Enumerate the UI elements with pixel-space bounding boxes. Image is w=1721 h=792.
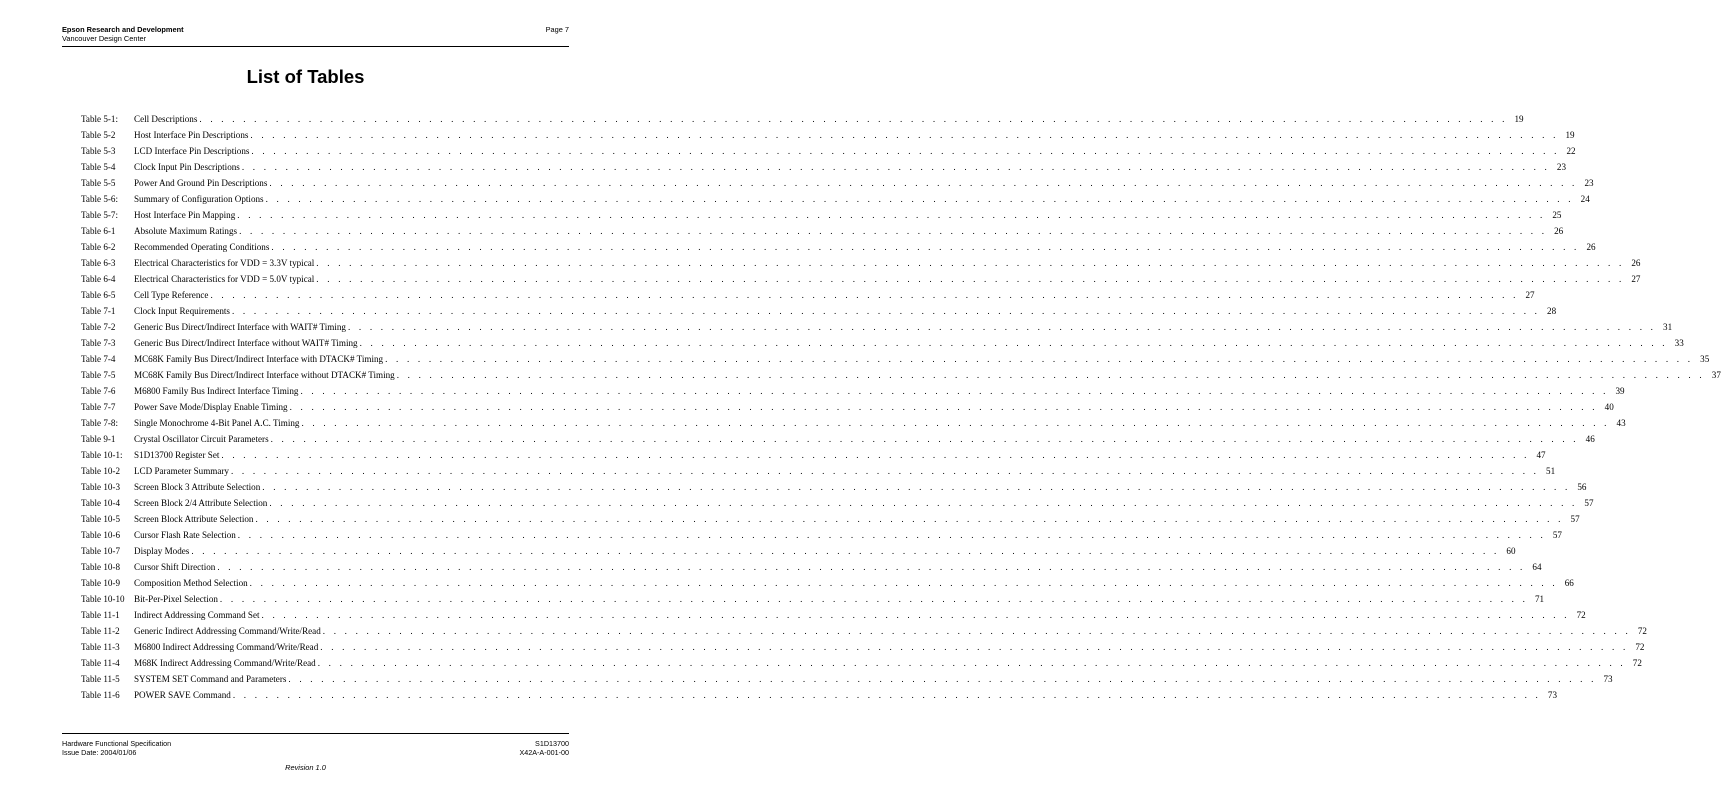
toc-entry-page: 27 bbox=[1631, 274, 1641, 284]
toc-entry-label: Table 10-7 bbox=[81, 546, 121, 556]
toc-entry-page: 19 bbox=[1514, 114, 1524, 124]
toc-entry-page: 72 bbox=[1632, 658, 1642, 668]
dot-leader: . . . . . . . . . . . . . . . . . . . . . . . . . . . . . . . . . . . . . . . . . . . . . . . . . . . . . . . . . . . . . . . . . . . . . . . . . . . . . . . . . . . . . . . . . . . . . . . . . . . . . . . . . . . . . . . . . . . . . . . . bbox=[262, 482, 1571, 492]
toc-entry-title: Generic Bus Direct/Indirect Interface with WAIT# Timing bbox=[134, 322, 346, 332]
page-number: Page 7 bbox=[545, 25, 569, 34]
toc-entry-label: Table 11-3 bbox=[81, 642, 120, 652]
dot-leader: . . . . . . . . . . . . . . . . . . . . . . . . . . . . . . . . . . . . . . . . . . . . . . . . . . . . . . . . . . . . . . . . . . . . . . . . . . . . . . . . . . . . . . . . . . . . . . . . . . . . . . . . . . . . . . . . . . . . . . . . bbox=[265, 194, 1574, 204]
dot-leader: . . . . . . . . . . . . . . . . . . . . . . . . . . . . . . . . . . . . . . . . . . . . . . . . . . . . . . . . . . . . . . . . . . . . . . . . . . . . . . . . . . . . . . . . . . . . . . . . . . . . . . . . . . . . . . . . . . . . . . . . bbox=[385, 354, 1694, 364]
toc-entry[interactable] bbox=[81, 415, 1626, 431]
toc-entry[interactable] bbox=[81, 495, 1594, 511]
toc-entry[interactable] bbox=[81, 639, 1645, 655]
toc-entry-label: Table 10-2 bbox=[81, 466, 121, 476]
toc-entry-page: 40 bbox=[1604, 402, 1614, 412]
toc-entry[interactable] bbox=[81, 319, 1673, 335]
toc-entry-title: Clock Input Requirements bbox=[134, 306, 230, 316]
toc-entry-title: Electrical Characteristics for VDD = 5.0V typical bbox=[134, 274, 315, 284]
toc-entry[interactable] bbox=[81, 463, 1556, 479]
toc-entry-label: Table 6-4 bbox=[81, 274, 116, 284]
toc-entry-label: Table 11-4 bbox=[81, 658, 120, 668]
dot-leader: . . . . . . . . . . . . . . . . . . . . . . . . . . . . . . . . . . . . . . . . . . . . . . . . . . . . . . . . . . . . . . . . . . . . . . . . . . . . . . . . . . . . . . . . . . . . . . . . . . . . . . . . . . . . . . . . . . . . . . . . bbox=[289, 402, 1598, 412]
toc-entry[interactable] bbox=[81, 335, 1684, 351]
dot-leader: . . . . . . . . . . . . . . . . . . . . . . . . . . . . . . . . . . . . . . . . . . . . . . . . . . . . . . . . . . . . . . . . . . . . . . . . . . . . . . . . . . . . . . . . . . . . . . . . . . . . . . . . . . . . . . . . . . . . . . . . bbox=[347, 322, 1657, 332]
toc-entry-label: Table 10-4 bbox=[81, 498, 121, 508]
toc-entry[interactable] bbox=[81, 591, 1545, 607]
toc-entry-label: Table 7-1 bbox=[81, 306, 116, 316]
toc-entry-title: S1D13700 Register Set bbox=[134, 450, 220, 460]
toc-entry[interactable] bbox=[81, 191, 1590, 207]
toc-entry-title: POWER SAVE Command bbox=[134, 690, 231, 700]
part-number: S1D13700 bbox=[535, 739, 569, 748]
toc-entry-label: Table 5-1: bbox=[81, 114, 118, 124]
dot-leader: . . . . . . . . . . . . . . . . . . . . . . . . . . . . . . . . . . . . . . . . . . . . . . . . . . . . . . . . . . . . . . . . . . . . . . . . . . . . . . . . . . . . . . . . . . . . . . . . . . . . . . . . . . . . . . . . . . . . . . . . bbox=[237, 210, 1546, 220]
toc-entry[interactable] bbox=[81, 447, 1546, 463]
toc-entry[interactable] bbox=[81, 559, 1542, 575]
toc-entry-label: Table 6-3 bbox=[81, 258, 116, 268]
toc-entry-title: Composition Method Selection bbox=[134, 578, 248, 588]
toc-entry-page: 64 bbox=[1532, 562, 1542, 572]
toc-entry-title: M6800 Family Bus Indirect Interface Timing bbox=[134, 386, 299, 396]
page-header-left bbox=[62, 25, 184, 43]
toc-entry-label: Table 10-6 bbox=[81, 530, 121, 540]
toc-entry-page: 66 bbox=[1564, 578, 1574, 588]
toc-entry-label: Table 7-3 bbox=[81, 338, 116, 348]
toc-entry-label: Table 11-5 bbox=[81, 674, 120, 684]
toc-entry[interactable] bbox=[81, 239, 1596, 255]
toc-entry-title: Screen Block 3 Attribute Selection bbox=[134, 482, 261, 492]
toc-entry-title: Clock Input Pin Descriptions bbox=[134, 162, 240, 172]
toc-entry-page: 43 bbox=[1616, 418, 1626, 428]
toc-entry-page: 28 bbox=[1547, 306, 1557, 316]
toc-entry[interactable] bbox=[81, 511, 1580, 527]
dot-leader: . . . . . . . . . . . . . . . . . . . . . . . . . . . . . . . . . . . . . . . . . . . . . . . . . . . . . . . . . . . . . . . . . . . . . . . . . . . . . . . . . . . . . . . . . . . . . . . . . . . . . . . . . . . . . . . . . . . . . . . . bbox=[230, 466, 1540, 476]
toc-entry-label: Table 10-8 bbox=[81, 562, 121, 572]
toc-entry-label: Table 5-4 bbox=[81, 162, 116, 172]
toc-entry-label: Table 7-6 bbox=[81, 386, 116, 396]
dot-leader: . . . . . . . . . . . . . . . . . . . . . . . . . . . . . . . . . . . . . . . . . . . . . . . . . . . . . . . . . . . . . . . . . . . . . . . . . . . . . . . . . . . . . . . . . . . . . . . . . . . . . . . . . . . . . . . . . . . . . . . . bbox=[270, 434, 1579, 444]
toc-entry-page: 26 bbox=[1586, 242, 1596, 252]
toc-entry[interactable] bbox=[81, 111, 1524, 127]
dot-leader: . . . . . . . . . . . . . . . . . . . . . . . . . . . . . . . . . . . . . . . . . . . . . . . . . . . . . . . . . . . . . . . . . . . . . . . . . . . . . . . . . . . . . . . . . . . . . . . . . . . . . . . . . . . . . . . . . . . . . . . . bbox=[255, 514, 1564, 524]
toc-entry-label: Table 7-2 bbox=[81, 322, 116, 332]
header-divider bbox=[62, 46, 569, 47]
toc-entry-label: Table 7-5 bbox=[81, 370, 116, 380]
toc-entry-label: Table 10-9 bbox=[81, 578, 121, 588]
toc-entry-label: Table 9-1 bbox=[81, 434, 116, 444]
toc-entry-page: 46 bbox=[1585, 434, 1595, 444]
dot-leader: . . . . . . . . . . . . . . . . . . . . . . . . . . . . . . . . . . . . . . . . . . . . . . . . . . . . . . . . . . . . . . . . . . . . . . . . . . . . . . . . . . . . . . . . . . . . . . . . . . . . . . . . . . . . . . . . . . . . . . . . bbox=[316, 258, 1625, 268]
toc-entry-label: Table 7-7 bbox=[81, 402, 116, 412]
toc-entry[interactable] bbox=[81, 303, 1557, 319]
toc-entry-title: Summary of Configuration Options bbox=[134, 194, 264, 204]
dot-leader: . . . . . . . . . . . . . . . . . . . . . . . . . . . . . . . . . . . . . . . . . . . . . . . . . . . . . . . . . . . . . . . . . . . . . . . . . . . . . . . . . . . . . . . . . . . . . . . . . . . . . . . . . . . . . . . . . . . . . . . . bbox=[269, 178, 1578, 188]
dot-leader: . . . . . . . . . . . . . . . . . . . . . . . . . . . . . . . . . . . . . . . . . . . . . . . . . . . . . . . . . . . . . . . . . . . . . . . . . . . . . . . . . . . . . . . . . . . . . . . . . . . . . . . . . . . . . . . . . . . . . . . . bbox=[231, 306, 1541, 316]
dot-leader: . . . . . . . . . . . . . . . . . . . . . . . . . . . . . . . . . . . . . . . . . . . . . . . . . . . . . . . . . . . . . . . . . . . . . . . . . . . . . . . . . . . . . . . . . . . . . . . . . . . . . . . . . . . . . . . . . . . . . . . . bbox=[239, 226, 1548, 236]
toc-entry[interactable] bbox=[81, 527, 1562, 543]
toc-entry-page: 22 bbox=[1566, 146, 1576, 156]
toc-entry-label: Table 5-5 bbox=[81, 178, 116, 188]
dot-leader: . . . . . . . . . . . . . . . . . . . . . . . . . . . . . . . . . . . . . . . . . . . . . . . . . . . . . . . . . . . . . . . . . . . . . . . . . . . . . . . . . . . . . . . . . . . . . . . . . . . . . . . . . . . . . . . . . . . . . . . . bbox=[320, 642, 1629, 652]
dot-leader: . . . . . . . . . . . . . . . . . . . . . . . . . . . . . . . . . . . . . . . . . . . . . . . . . . . . . . . . . . . . . . . . . . . . . . . . . . . . . . . . . . . . . . . . . . . . . . . . . . . . . . . . . . . . . . . . . . . . . . . . bbox=[261, 610, 1570, 620]
toc-entry-label: Table 5-6: bbox=[81, 194, 118, 204]
toc-entry[interactable] bbox=[81, 175, 1594, 191]
footer-divider bbox=[62, 733, 569, 734]
toc-entry-title: Screen Block Attribute Selection bbox=[134, 514, 254, 524]
toc-entry-label: Table 5-7: bbox=[81, 210, 118, 220]
toc-entry[interactable] bbox=[81, 271, 1641, 287]
document-title: Hardware Functional Specification bbox=[62, 739, 172, 748]
toc-entry-page: 35 bbox=[1700, 354, 1710, 364]
toc-entry-page: 23 bbox=[1556, 162, 1566, 172]
toc-entry-label: Table 5-2 bbox=[81, 130, 116, 140]
toc-entry-page: 23 bbox=[1584, 178, 1594, 188]
toc-entry-title: M6800 Indirect Addressing Command/Write/Read bbox=[134, 642, 319, 652]
toc-entry-label: Table 10-10 bbox=[81, 594, 125, 604]
toc-entry[interactable] bbox=[81, 623, 1647, 639]
toc-entry-title: Recommended Operating Conditions bbox=[134, 242, 270, 252]
toc-entry-title: Power Save Mode/Display Enable Timing bbox=[134, 402, 288, 412]
dot-leader: . . . . . . . . . . . . . . . . . . . . . . . . . . . . . . . . . . . . . . . . . . . . . . . . . . . . . . . . . . . . . . . . . . . . . . . . . . . . . . . . . . . . . . . . . . . . . . . . . . . . . . . . . . . . . . . . . . . . . . . . bbox=[322, 626, 1631, 636]
toc-entry-title: LCD Interface Pin Descriptions bbox=[134, 146, 250, 156]
dot-leader: . . . . . . . . . . . . . . . . . . . . . . . . . . . . . . . . . . . . . . . . . . . . . . . . . . . . . . . . . . . . . . . . . . . . . . . . . . . . . . . . . . . . . . . . . . . . . . . . . . . . . . . . . . . . . . . . . . . . . . . . bbox=[316, 274, 1625, 284]
toc-entry-title: Power And Ground Pin Descriptions bbox=[134, 178, 268, 188]
toc-entry-title: Indirect Addressing Command Set bbox=[134, 610, 260, 620]
dot-leader: . . . . . . . . . . . . . . . . . . . . . . . . . . . . . . . . . . . . . . . . . . . . . . . . . . . . . . . . . . . . . . . . . . . . . . . . . . . . . . . . . . . . . . . . . . . . . . . . . . . . . . . . . . . . . . . . . . . . . . . . bbox=[219, 594, 1529, 604]
toc-entry[interactable] bbox=[81, 543, 1516, 559]
toc-entry-page: 47 bbox=[1536, 450, 1546, 460]
toc-entry-page: 31 bbox=[1663, 322, 1673, 332]
toc-entry-title: Generic Bus Direct/Indirect Interface without WAIT# Timing bbox=[134, 338, 358, 348]
toc-entry-title: Bit-Per-Pixel Selection bbox=[134, 594, 218, 604]
revision: Revision 1.0 bbox=[285, 763, 326, 772]
toc-entry-page: 27 bbox=[1525, 290, 1535, 300]
toc-entry-label: Table 7-4 bbox=[81, 354, 116, 364]
toc-entry[interactable] bbox=[81, 207, 1562, 223]
dot-leader: . . . . . . . . . . . . . . . . . . . . . . . . . . . . . . . . . . . . . . . . . . . . . . . . . . . . . . . . . . . . . . . . . . . . . . . . . . . . . . . . . . . . . . . . . . . . . . . . . . . . . . . . . . . . . . . . . . . . . . . . bbox=[317, 658, 1626, 668]
dot-leader: . . . . . . . . . . . . . . . . . . . . . . . . . . . . . . . . . . . . . . . . . . . . . . . . . . . . . . . . . . . . . . . . . . . . . . . . . . . . . . . . . . . . . . . . . . . . . . . . . . . . . . . . . . . . . . . . . . . . . . . . bbox=[251, 146, 1560, 156]
toc-entry-title: Generic Indirect Addressing Command/Write/Read bbox=[134, 626, 321, 636]
toc-entry-page: 72 bbox=[1576, 610, 1586, 620]
toc-entry-page: 24 bbox=[1580, 194, 1590, 204]
toc-entry-page: 71 bbox=[1534, 594, 1545, 604]
toc-entry-label: Table 11-6 bbox=[81, 690, 120, 700]
dot-leader: . . . . . . . . . . . . . . . . . . . . . . . . . . . . . . . . . . . . . . . . . . . . . . . . . . . . . . . . . . . . . . . . . . . . . . . . . . . . . . . . . . . . . . . . . . . . . . . . . . . . . . . . . . . . . . . . . . . . . . . . bbox=[269, 498, 1578, 508]
toc-entry[interactable] bbox=[81, 575, 1574, 591]
toc-entry-label: Table 6-5 bbox=[81, 290, 116, 300]
toc-entry-label: Table 6-1 bbox=[81, 226, 116, 236]
toc-entry-title: MC68K Family Bus Direct/Indirect Interface with DTACK# Timing bbox=[134, 354, 384, 364]
toc-entry-label: Table 7-8: bbox=[81, 418, 118, 428]
toc-entry-title: Host Interface Pin Mapping bbox=[134, 210, 236, 220]
toc-entry-label: Table 10-1: bbox=[81, 450, 123, 460]
list-of-tables bbox=[81, 111, 1721, 703]
toc-entry-page: 73 bbox=[1603, 674, 1613, 684]
toc-entry[interactable] bbox=[81, 687, 1557, 703]
toc-entry-page: 57 bbox=[1552, 530, 1562, 540]
toc-entry-page: 72 bbox=[1637, 626, 1647, 636]
toc-entry[interactable] bbox=[81, 127, 1575, 143]
toc-entry[interactable] bbox=[81, 383, 1625, 399]
dot-leader: . . . . . . . . . . . . . . . . . . . . . . . . . . . . . . . . . . . . . . . . . . . . . . . . . . . . . . . . . . . . . . . . . . . . . . . . . . . . . . . . . . . . . . . . . . . . . . . . . . . . . . . . . . . . . . . . . . . . . . . . bbox=[271, 242, 1580, 252]
toc-entry[interactable] bbox=[81, 159, 1566, 175]
toc-entry-page: 56 bbox=[1577, 482, 1587, 492]
toc-entry[interactable] bbox=[81, 287, 1535, 303]
dot-leader: . . . . . . . . . . . . . . . . . . . . . . . . . . . . . . . . . . . . . . . . . . . . . . . . . . . . . . . . . . . . . . . . . . . . . . . . . . . . . . . . . . . . . . . . . . . . . . . . . . . . . . . . . . . . . . . . . . . . . . . . bbox=[210, 290, 1519, 300]
toc-entry-page: 25 bbox=[1552, 210, 1562, 220]
issue-date: Issue Date: 2004/01/06 bbox=[62, 748, 137, 757]
toc-entry-title: Display Modes bbox=[134, 546, 190, 556]
toc-entry-label: Table 11-2 bbox=[81, 626, 120, 636]
page-footer-left bbox=[62, 739, 171, 757]
dot-leader: . . . . . . . . . . . . . . . . . . . . . . . . . . . . . . . . . . . . . . . . . . . . . . . . . . . . . . . . . . . . . . . . . . . . . . . . . . . . . . . . . . . . . . . . . . . . . . . . . . . . . . . . . . . . . . . . . . . . . . . . bbox=[199, 114, 1508, 124]
dot-leader: . . . . . . . . . . . . . . . . . . . . . . . . . . . . . . . . . . . . . . . . . . . . . . . . . . . . . . . . . . . . . . . . . . . . . . . . . . . . . . . . . . . . . . . . . . . . . . . . . . . . . . . . . . . . . . . . . . . . . . . . bbox=[237, 530, 1546, 540]
toc-entry-label: Table 5-3 bbox=[81, 146, 116, 156]
dot-leader: . . . . . . . . . . . . . . . . . . . . . . . . . . . . . . . . . . . . . . . . . . . . . . . . . . . . . . . . . . . . . . . . . . . . . . . . . . . . . . . . . . . . . . . . . . . . . . . . . . . . . . . . . . . . . . . . . . . . . . . . bbox=[241, 162, 1550, 172]
toc-entry-label: Table 11-1 bbox=[81, 610, 120, 620]
toc-entry-label: Table 6-2 bbox=[81, 242, 116, 252]
toc-entry-title: LCD Parameter Summary bbox=[134, 466, 229, 476]
toc-entry-title: SYSTEM SET Command and Parameters bbox=[134, 674, 287, 684]
toc-entry-page: 60 bbox=[1506, 546, 1516, 556]
toc-entry-title: MC68K Family Bus Direct/Indirect Interface without DTACK# Timing bbox=[134, 370, 395, 380]
dot-leader: . . . . . . . . . . . . . . . . . . . . . . . . . . . . . . . . . . . . . . . . . . . . . . . . . . . . . . . . . . . . . . . . . . . . . . . . . . . . . . . . . . . . . . . . . . . . . . . . . . . . . . . . . . . . . . . . . . . . . . . . bbox=[249, 578, 1558, 588]
dot-leader: . . . . . . . . . . . . . . . . . . . . . . . . . . . . . . . . . . . . . . . . . . . . . . . . . . . . . . . . . . . . . . . . . . . . . . . . . . . . . . . . . . . . . . . . . . . . . . . . . . . . . . . . . . . . . . . . . . . . . . . . bbox=[217, 562, 1526, 572]
toc-entry-title: Cursor Shift Direction bbox=[134, 562, 216, 572]
toc-entry-title: Host Interface Pin Descriptions bbox=[134, 130, 249, 140]
toc-entry-page: 57 bbox=[1570, 514, 1580, 524]
toc-entry[interactable] bbox=[81, 351, 1710, 367]
dot-leader: . . . . . . . . . . . . . . . . . . . . . . . . . . . . . . . . . . . . . . . . . . . . . . . . . . . . . . . . . . . . . . . . . . . . . . . . . . . . . . . . . . . . . . . . . . . . . . . . . . . . . . . . . . . . . . . . . . . . . . . . bbox=[191, 546, 1500, 556]
toc-entry[interactable] bbox=[81, 655, 1642, 671]
dot-leader: . . . . . . . . . . . . . . . . . . . . . . . . . . . . . . . . . . . . . . . . . . . . . . . . . . . . . . . . . . . . . . . . . . . . . . . . . . . . . . . . . . . . . . . . . . . . . . . . . . . . . . . . . . . . . . . . . . . . . . . . bbox=[221, 450, 1530, 460]
toc-entry-page: 37 bbox=[1711, 370, 1721, 380]
dot-leader: . . . . . . . . . . . . . . . . . . . . . . . . . . . . . . . . . . . . . . . . . . . . . . . . . . . . . . . . . . . . . . . . . . . . . . . . . . . . . . . . . . . . . . . . . . . . . . . . . . . . . . . . . . . . . . . . . . . . . . . . bbox=[359, 338, 1668, 348]
toc-entry[interactable] bbox=[81, 479, 1587, 495]
toc-entry-page: 73 bbox=[1547, 690, 1557, 700]
page-title: List of Tables bbox=[246, 66, 365, 87]
toc-entry-title: Crystal Oscillator Circuit Parameters bbox=[134, 434, 269, 444]
toc-entry[interactable] bbox=[81, 431, 1595, 447]
toc-entry-page: 72 bbox=[1635, 642, 1645, 652]
dot-leader: . . . . . . . . . . . . . . . . . . . . . . . . . . . . . . . . . . . . . . . . . . . . . . . . . . . . . . . . . . . . . . . . . . . . . . . . . . . . . . . . . . . . . . . . . . . . . . . . . . . . . . . . . . . . . . . . . . . . . . . . bbox=[232, 690, 1541, 700]
toc-entry[interactable] bbox=[81, 143, 1576, 159]
toc-entry-title: Cell Descriptions bbox=[134, 114, 198, 124]
dot-leader: . . . . . . . . . . . . . . . . . . . . . . . . . . . . . . . . . . . . . . . . . . . . . . . . . . . . . . . . . . . . . . . . . . . . . . . . . . . . . . . . . . . . . . . . . . . . . . . . . . . . . . . . . . . . . . . . . . . . . . . . bbox=[301, 418, 1610, 428]
toc-entry-page: 57 bbox=[1584, 498, 1594, 508]
toc-entry[interactable] bbox=[81, 255, 1641, 271]
toc-entry-title: Electrical Characteristics for VDD = 3.3V typical bbox=[134, 258, 315, 268]
toc-entry-page: 51 bbox=[1546, 466, 1556, 476]
toc-entry-page: 26 bbox=[1554, 226, 1564, 236]
toc-entry-title: Single Monochrome 4-Bit Panel A.C. Timing bbox=[134, 418, 300, 428]
toc-entry-label: Table 10-5 bbox=[81, 514, 121, 524]
division-name: Vancouver Design Center bbox=[62, 34, 147, 43]
toc-entry[interactable] bbox=[81, 671, 1613, 687]
toc-entry-page: 19 bbox=[1565, 130, 1575, 140]
toc-entry[interactable] bbox=[81, 607, 1586, 623]
dot-leader: . . . . . . . . . . . . . . . . . . . . . . . . . . . . . . . . . . . . . . . . . . . . . . . . . . . . . . . . . . . . . . . . . . . . . . . . . . . . . . . . . . . . . . . . . . . . . . . . . . . . . . . . . . . . . . . . . . . . . . . . bbox=[250, 130, 1559, 140]
toc-entry-label: Table 10-3 bbox=[81, 482, 121, 492]
toc-entry-page: 39 bbox=[1615, 386, 1625, 396]
document-number: X42A-A-001-00 bbox=[519, 748, 569, 757]
toc-entry-page: 26 bbox=[1631, 258, 1641, 268]
toc-entry-title: Screen Block 2/4 Attribute Selection bbox=[134, 498, 268, 508]
toc-entry-title: Absolute Maximum Ratings bbox=[134, 226, 238, 236]
toc-entry[interactable] bbox=[81, 223, 1564, 239]
toc-entry-title: Cell Type Reference bbox=[134, 290, 209, 300]
dot-leader: . . . . . . . . . . . . . . . . . . . . . . . . . . . . . . . . . . . . . . . . . . . . . . . . . . . . . . . . . . . . . . . . . . . . . . . . . . . . . . . . . . . . . . . . . . . . . . . . . . . . . . . . . . . . . . . . . . . . . . . . bbox=[300, 386, 1609, 396]
toc-entry-page: 33 bbox=[1674, 338, 1684, 348]
page-footer-right bbox=[519, 739, 569, 757]
toc-entry-title: Cursor Flash Rate Selection bbox=[134, 530, 236, 540]
toc-entry-title: M68K Indirect Addressing Command/Write/Read bbox=[134, 658, 316, 668]
toc-entry[interactable] bbox=[81, 367, 1721, 383]
toc-entry[interactable] bbox=[81, 399, 1614, 415]
company-name: Epson Research and Development bbox=[62, 25, 184, 34]
dot-leader: . . . . . . . . . . . . . . . . . . . . . . . . . . . . . . . . . . . . . . . . . . . . . . . . . . . . . . . . . . . . . . . . . . . . . . . . . . . . . . . . . . . . . . . . . . . . . . . . . . . . . . . . . . . . . . . . . . . . . . . . bbox=[288, 674, 1597, 684]
dot-leader: . . . . . . . . . . . . . . . . . . . . . . . . . . . . . . . . . . . . . . . . . . . . . . . . . . . . . . . . . . . . . . . . . . . . . . . . . . . . . . . . . . . . . . . . . . . . . . . . . . . . . . . . . . . . . . . . . . . . . . . . bbox=[396, 370, 1705, 380]
